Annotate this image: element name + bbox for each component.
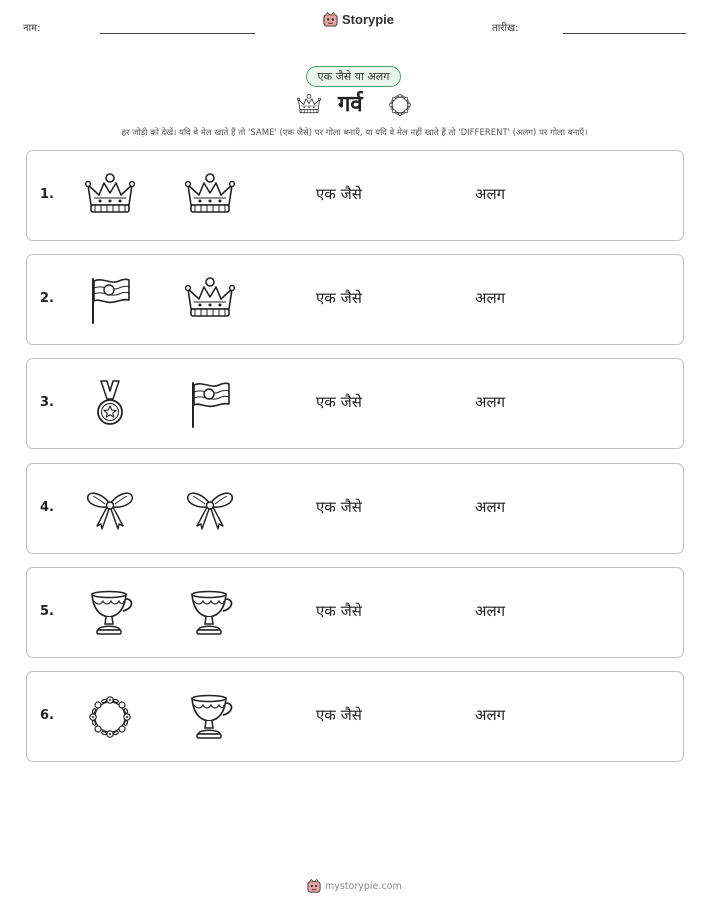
- wreath-icon: [386, 91, 414, 119]
- question-number: 2.: [40, 291, 54, 306]
- date-write-line: [563, 33, 686, 34]
- crown-icon: [83, 169, 137, 223]
- worksheet-header: [0, 0, 709, 48]
- trophy-cup-icon: [183, 586, 237, 640]
- medal-icon: [83, 377, 137, 431]
- question-row: [26, 150, 684, 241]
- wreath-icon: [83, 690, 137, 744]
- question-row: [26, 567, 684, 658]
- question-number: 5.: [40, 604, 54, 619]
- crown-icon: [183, 169, 237, 223]
- different-option[interactable]: अलग: [475, 498, 506, 516]
- name-label: नाम:: [23, 23, 41, 34]
- storypie-logo-icon: [323, 12, 338, 27]
- title-row: [290, 88, 420, 122]
- same-option[interactable]: एक जैसे: [316, 602, 362, 620]
- flag-icon: [83, 273, 137, 327]
- name-write-line: [100, 33, 255, 34]
- storypie-logo-icon: [307, 879, 321, 893]
- question-row: [26, 671, 684, 762]
- different-option[interactable]: अलग: [475, 185, 506, 203]
- question-number: 1.: [40, 187, 54, 202]
- instructions: हर जोड़ी को देखें। यदि वे मेल खाते हैं तो 'SAME' (एक जैसे) पर गोला बनाएँ, या यदि वे मेल नहीं खाते हैं तो 'DIFFERENT' (अलग) पर गोला बनाएँ।: [121, 128, 588, 138]
- same-option[interactable]: एक जैसे: [316, 289, 362, 307]
- different-option[interactable]: अलग: [475, 289, 506, 307]
- question-number: 4.: [40, 500, 54, 515]
- question-number: 6.: [40, 708, 54, 723]
- different-option[interactable]: अलग: [475, 706, 506, 724]
- bow-icon: [83, 482, 137, 536]
- crown-icon: [183, 273, 237, 327]
- date-label: तारीख:: [492, 23, 519, 34]
- question-number: 3.: [40, 395, 54, 410]
- footer-site: mystorypie.com: [325, 880, 402, 892]
- same-option[interactable]: एक जैसे: [316, 185, 362, 203]
- worksheet-type-pill: एक जैसे या अलग: [306, 66, 401, 87]
- trophy-cup-icon: [83, 586, 137, 640]
- trophy-cup-icon: [183, 690, 237, 744]
- brand-name: Storypie: [342, 12, 395, 27]
- flag-icon: [183, 377, 237, 431]
- same-option[interactable]: एक जैसे: [316, 706, 362, 724]
- different-option[interactable]: अलग: [475, 393, 506, 411]
- brand-logo: [323, 12, 394, 27]
- footer: [307, 879, 402, 893]
- page-title: गर्व: [338, 92, 363, 117]
- same-option[interactable]: एक जैसे: [316, 498, 362, 516]
- bow-icon: [183, 482, 237, 536]
- question-row: [26, 358, 684, 449]
- crown-icon: [296, 92, 322, 118]
- question-row: [26, 463, 684, 554]
- different-option[interactable]: अलग: [475, 602, 506, 620]
- question-row: [26, 254, 684, 345]
- same-option[interactable]: एक जैसे: [316, 393, 362, 411]
